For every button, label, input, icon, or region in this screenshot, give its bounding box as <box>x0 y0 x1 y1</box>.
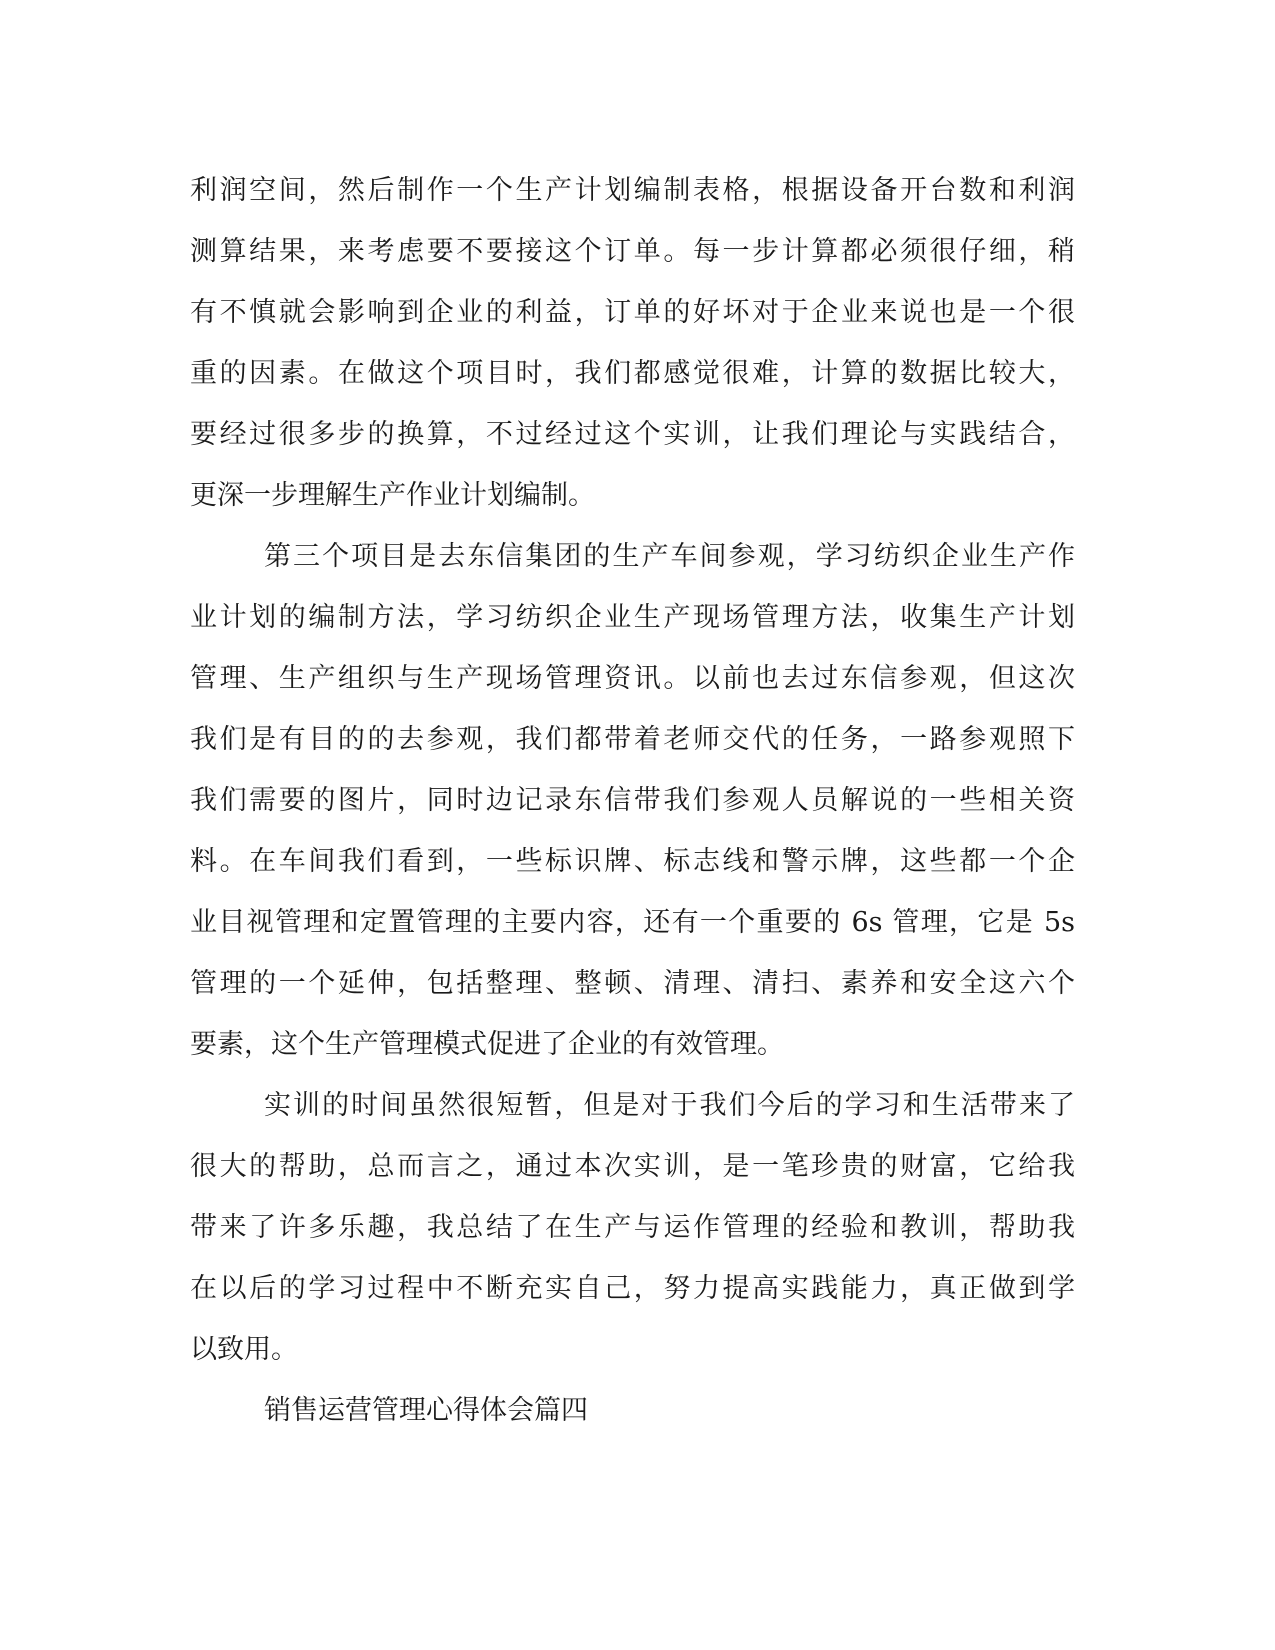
text-line: 在以后的学习过程中不断充实自己，努力提高实践能力，真正做到学 <box>190 1273 1075 1304</box>
text-line: 要经过很多步的换算，不过经过这个实训，让我们理论与实践结合， <box>190 419 1075 450</box>
text-line: 带来了许多乐趣，我总结了在生产与运作管理的经验和教训，帮助我 <box>190 1212 1075 1243</box>
text-line: 实训的时间虽然很短暂，但是对于我们今后的学习和生活带来了 <box>264 1090 1075 1121</box>
text-line: 业目视管理和定置管理的主要内容，还有一个重要的 6s 管理，它是 5s <box>190 907 1075 938</box>
paragraph-2 <box>190 526 1075 1075</box>
paragraph-3 <box>190 1075 1075 1380</box>
text-line: 很大的帮助，总而言之，通过本次实训，是一笔珍贵的财富，它给我 <box>190 1151 1075 1182</box>
text-line: 以致用。 <box>190 1334 298 1365</box>
text-line: 有不慎就会影响到企业的利益，订单的好坏对于企业来说也是一个很 <box>190 297 1075 328</box>
text-line: 更深一步理解生产作业计划编制。 <box>190 480 595 511</box>
text-line: 管理的一个延伸，包括整理、整顿、清理、清扫、素养和安全这六个 <box>190 968 1075 999</box>
text-line: 测算结果，来考虑要不要接这个订单。每一步计算都必须很仔细，稍 <box>190 236 1075 267</box>
text-line: 利润空间，然后制作一个生产计划编制表格，根据设备开台数和利润 <box>190 175 1075 206</box>
text-line: 我们是有目的的去参观，我们都带着老师交代的任务，一路参观照下 <box>190 724 1075 755</box>
body-text <box>190 160 1075 1441</box>
text-line: 业计划的编制方法，学习纺织企业生产现场管理方法，收集生产计划 <box>190 602 1075 633</box>
paragraph-1 <box>190 160 1075 526</box>
text-line: 管理、生产组织与生产现场管理资讯。以前也去过东信参观，但这次 <box>190 663 1075 694</box>
text-line: 料。在车间我们看到，一些标识牌、标志线和警示牌，这些都一个企 <box>190 846 1075 877</box>
text-line: 要素，这个生产管理模式促进了企业的有效管理。 <box>190 1029 784 1060</box>
section-heading: 销售运营管理心得体会篇四 <box>264 1395 588 1426</box>
text-line: 第三个项目是去东信集团的生产车间参观，学习纺织企业生产作 <box>264 541 1075 572</box>
text-line: 我们需要的图片，同时边记录东信带我们参观人员解说的一些相关资 <box>190 785 1075 816</box>
text-line: 重的因素。在做这个项目时，我们都感觉很难，计算的数据比较大， <box>190 358 1075 389</box>
